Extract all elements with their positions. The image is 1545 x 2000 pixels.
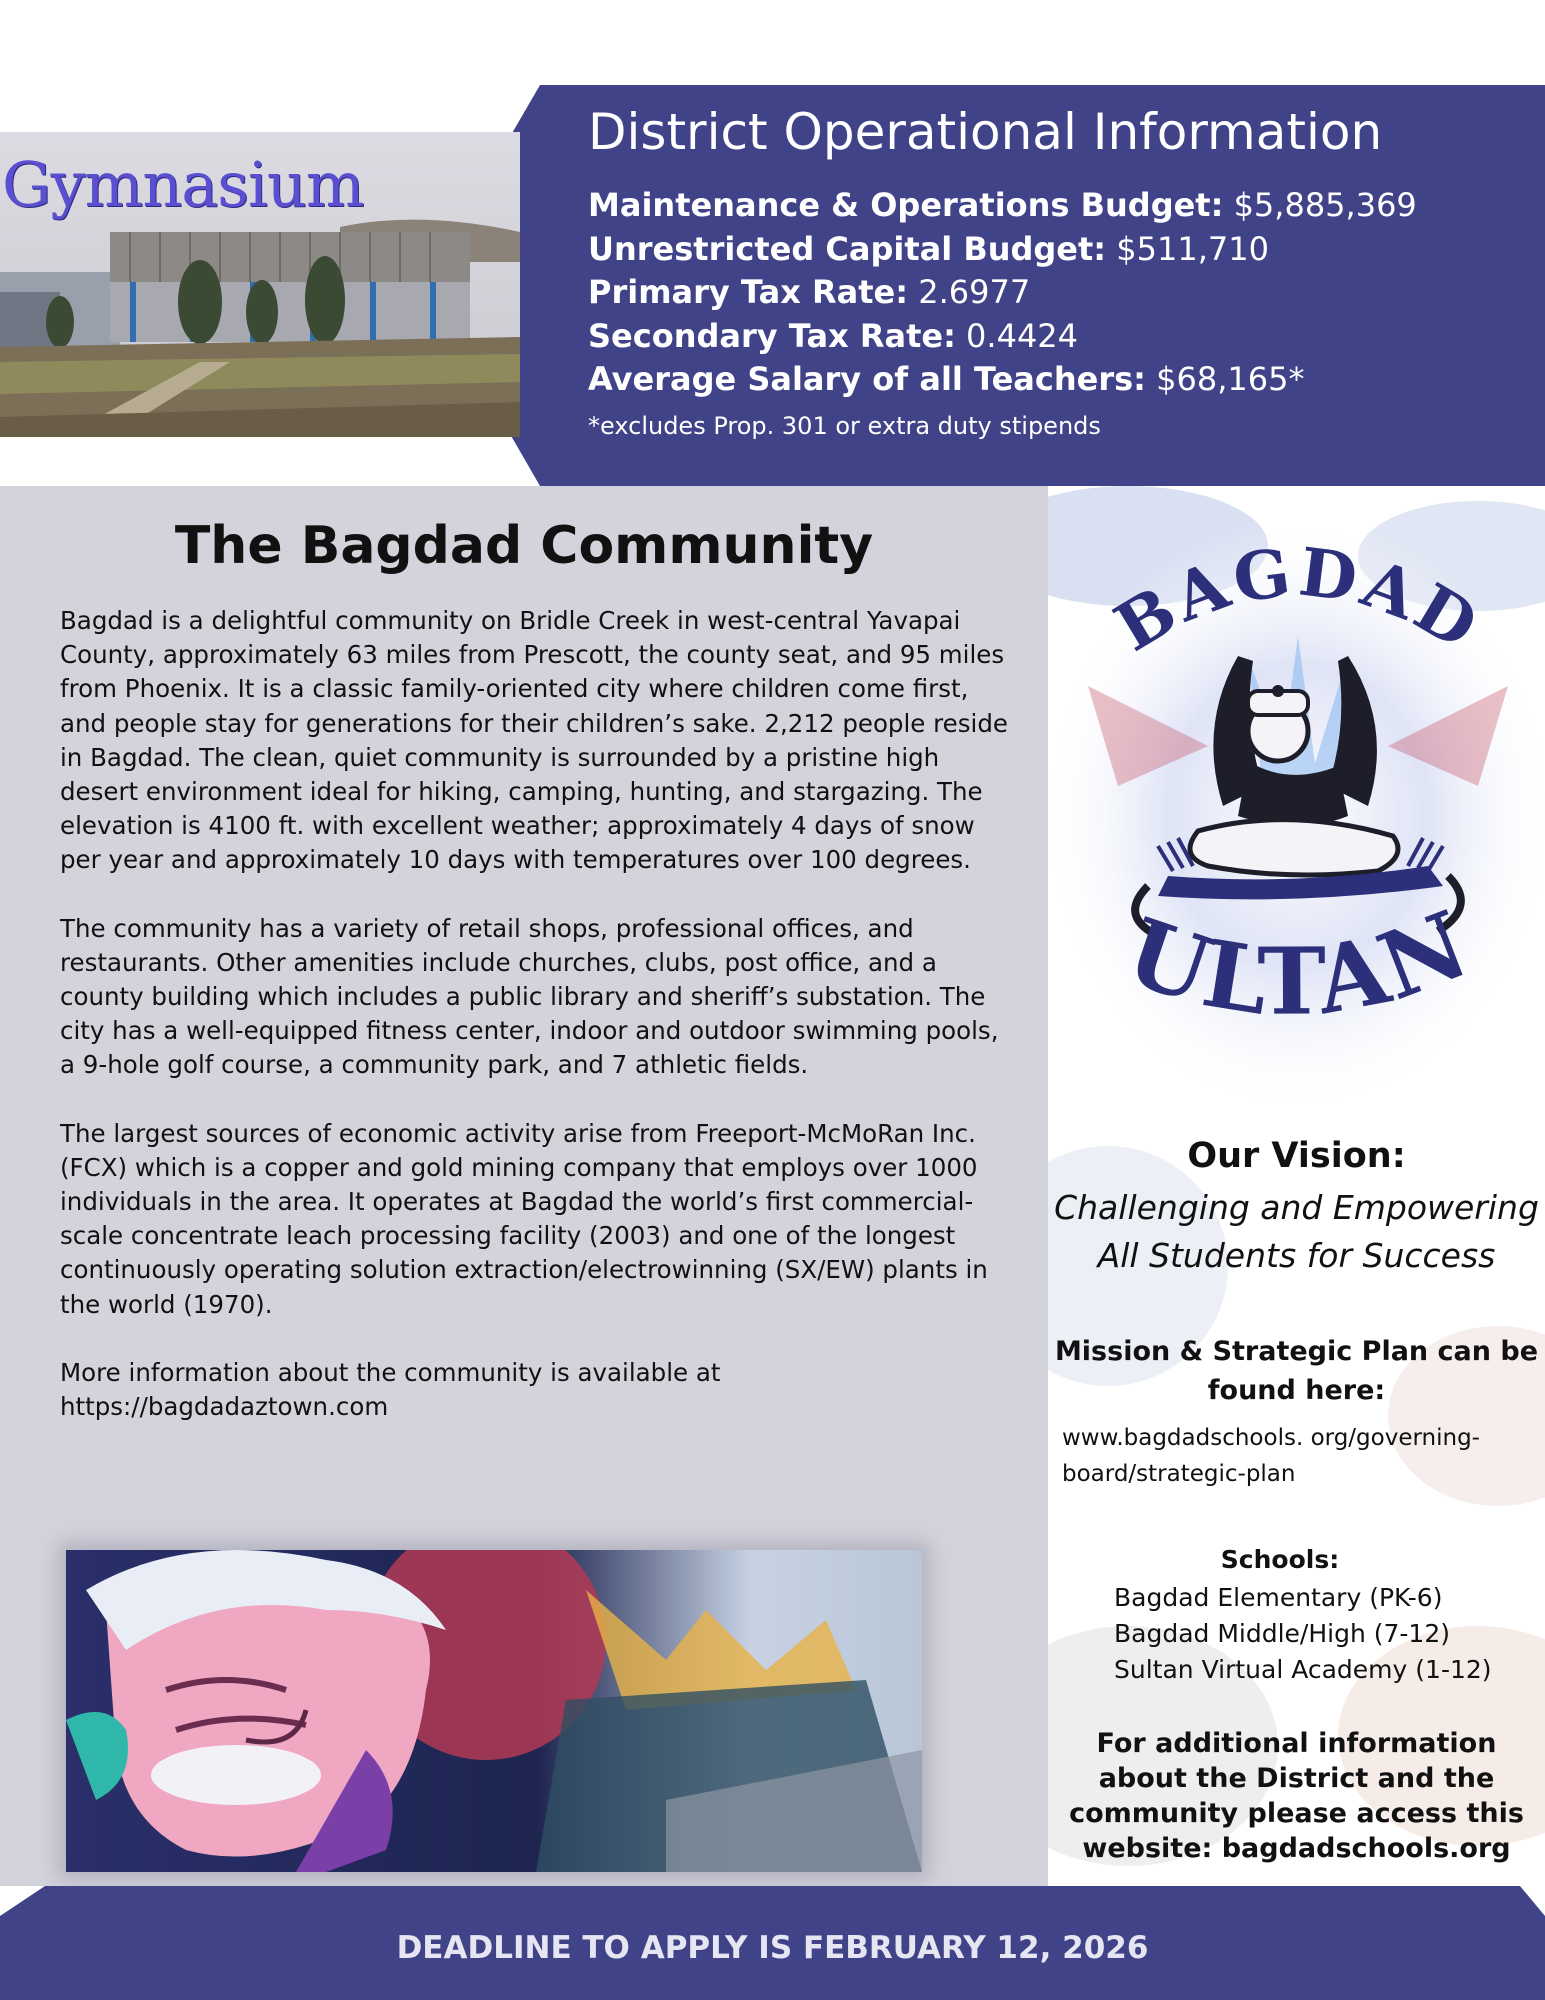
list-item: Bagdad Middle/High (7-12) [1114, 1619, 1450, 1648]
district-title: District Operational Information [588, 103, 1383, 161]
community-paragraph: The largest sources of economic activity arise from Freeport-McMoRan Inc. (FCX) which is a copper and gold mining company that employs over 1000 individuals in the area. It operates at Bagdad the world’s first commercial-scale concentrate leach processing facility (2003) and one of the longest continuously operating solution extraction/electrowinning (SX/EW) plants in the world (1970). [60, 1118, 988, 1319]
gymnasium-label: Gymnasium [2, 148, 364, 221]
additional-info: For additional information about the District and the community please access this website: bagdadschools.org [1069, 1728, 1524, 1864]
maintenance-budget-line: Maintenance & Operations Budget: $5,885,369 [588, 186, 1417, 224]
secondary-tax-line: Secondary Tax Rate: 0.4424 [588, 316, 1079, 355]
vision-statement: Challenging and Empowering All Students for Success [1054, 1188, 1539, 1275]
list-item: Sultan Virtual Academy (1-12) [1114, 1655, 1492, 1684]
bagdad-sultans-logo [1048, 486, 1545, 1106]
community-paragraph: The community has a variety of retail shops, professional offices, and restaurants. Other amenities include churches, clubs, post office, and a county building which includes a public library and sheriff’s substation. The city has a well-equipped fitness center, indoor and outdoor swimming pools, a 9-hole golf course, a community park, and 7 athletic fields. [60, 913, 999, 1080]
strategic-plan-link[interactable]: www.bagdadschools. org/governing-board/strategic-plan [1062, 1425, 1480, 1487]
vision-heading: Our Vision: [1187, 1136, 1406, 1176]
schools-list [1114, 1580, 1492, 1688]
community-title: The Bagdad Community [174, 516, 874, 576]
district-info [588, 100, 1528, 448]
primary-tax-line: Primary Tax Rate: 2.6977 [588, 273, 1031, 311]
mission-heading: Mission & Strategic Plan can be found here: [1054, 1336, 1539, 1406]
teacher-salary-line: Average Salary of all Teachers: $68,165* [588, 360, 1305, 398]
logo-top-text: BAGDAD [1101, 532, 1495, 667]
community-paragraph: Bagdad is a delightful community on Bridle Creek in west-central Yavapai County, approximately 63 miles from Prescott, the county seat, and 95 miles from Phoenix. It is a classic family-oriented city where children come first, and people stay for generations for their children’s sake. 2,212 people reside in Bagdad. The clean, quiet community is surrounded by a pristine high desert environment ideal for hiking, camping, hunting, and stargazing. The elevation is 4100 ft. with excellent weather; approximately 4 days of snow per year and approximately 10 days with temperatures over 100 degrees. [60, 606, 1008, 875]
community-body [60, 604, 1020, 1458]
schools-heading: Schools: [1220, 1545, 1340, 1574]
deadline-text: DEADLINE TO APPLY IS FEBRUARY 12, 2026 [396, 1930, 1149, 1966]
salary-footnote: *excludes Prop. 301 or extra duty stipends [588, 411, 1101, 440]
logo-bottom-text: ULTAN [1113, 889, 1484, 1036]
list-item: Bagdad Elementary (PK-6) [1114, 1583, 1443, 1612]
einstein-mural-photo [66, 1550, 922, 1872]
capital-budget-line: Unrestricted Capital Budget: $511,710 [588, 229, 1269, 268]
community-more-info: More information about the community is available at https://bagdadaztown.com [60, 1357, 721, 1422]
